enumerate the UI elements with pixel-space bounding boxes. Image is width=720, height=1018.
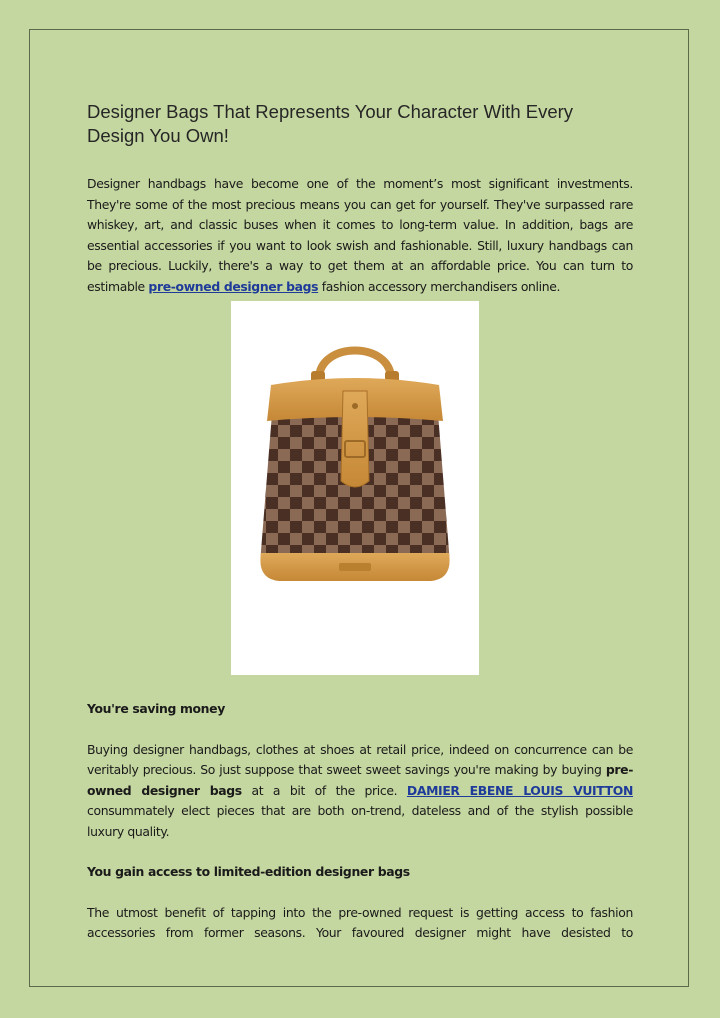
damier-ebene-louis-vuitton-link[interactable]: DAMIER EBENE LOUIS VUITTON	[406, 782, 633, 798]
backpack-illustration	[231, 301, 479, 675]
pre-owned-designer-bags-link[interactable]: pre-owned designer bags	[148, 278, 319, 294]
section-paragraph-limited-edition: The utmost benefit of tapping into the pre-owned request is getting access to fashion accessories from former seasons. Your favoured designer might have desisted to	[87, 904, 633, 940]
backpack-image	[231, 301, 479, 675]
document-body	[87, 100, 633, 944]
section1-bold-term: pre-owned designer bags	[87, 762, 634, 798]
section-heading-limited-edition: You gain access to limited-edition designer bags	[87, 864, 410, 879]
document-title: Designer Bags That Represents Your Character With Every Design You Own!	[87, 101, 574, 146]
intro-text: Designer handbags have become one of the moment’s most significant investments. They're some of the most precious means you can get for yourself. They've surpassed rare whiskey, art, and classic buses when it comes to long-term value. In addition, bags are essential accessories if you want to look swish and fashionable. Still, luxury handbags can be precious. Luckily, there's a way to get them at an affordable price. You can turn to estimable	[87, 176, 633, 294]
intro-paragraph	[87, 174, 633, 297]
section-paragraph-saving-money	[87, 740, 633, 843]
section-heading-saving-money: You're saving money	[87, 701, 225, 716]
intro-after: fashion accessory merchandisers online.	[321, 278, 561, 294]
section1-text-a: Buying designer handbags, clothes at shoes at retail price, indeed on concurrence can be veritably precious. So just suppose that sweet sweet savings you're making by buying	[87, 741, 633, 777]
section1-text-b: at a bit of the price.	[251, 782, 398, 798]
section1-text-c: consummately elect pieces that are both on-trend, dateless and of the stylish possible luxury quality.	[87, 803, 633, 839]
